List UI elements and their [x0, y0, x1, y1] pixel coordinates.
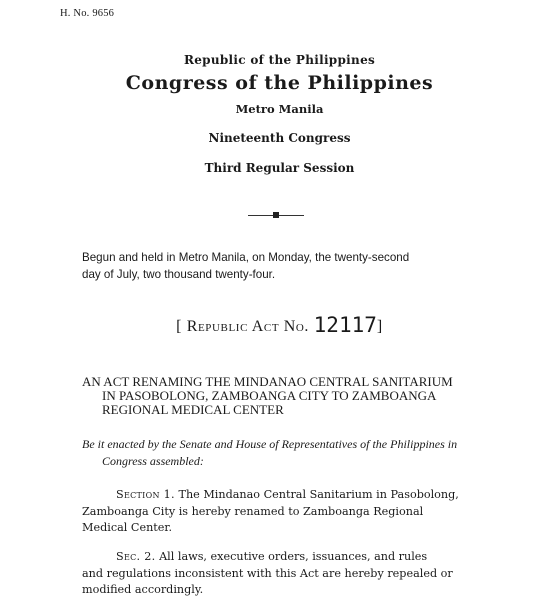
session-heading: Third Regular Session	[204, 161, 355, 175]
ra-suffix: ]	[376, 318, 383, 335]
section-1-line-2: Zamboanga City is hereby renamed to Zamboanga Regional	[82, 504, 424, 518]
section-1-line-1: The Mindanao Central Sanitarium in Pasobolong,	[178, 488, 459, 501]
nineteenth-congress-heading: Nineteenth Congress	[208, 131, 351, 145]
act-title-line-3: REGIONAL MEDICAL CENTER	[102, 402, 284, 417]
republic-heading: Republic of the Philippines	[183, 53, 376, 67]
section-1-row-1	[82, 487, 480, 504]
republic-act-number	[0, 313, 559, 337]
enacting-clause	[82, 436, 482, 470]
divider-square-icon	[273, 212, 279, 218]
ornamental-divider	[248, 212, 304, 218]
section-2-row-1	[82, 549, 480, 566]
section-2-line-1: All laws, executive orders, issuances, and rules	[159, 550, 428, 563]
act-title-line-1: AN ACT RENAMING THE MINDANAO CENTRAL SANITARIUM	[82, 374, 453, 389]
act-title-line-2: IN PASOBOLONG, ZAMBOANGA CITY TO ZAMBOANGA	[102, 388, 437, 403]
metro-heading: Metro Manila	[235, 102, 324, 116]
section-1-lead: Section 1.	[116, 488, 175, 501]
section-2-line-2: and regulations inconsistent with this Act are hereby repealed or	[82, 566, 453, 580]
begun-line-1: Begun and held in Metro Manila, on Monday, the twenty-second	[82, 251, 410, 264]
begun-line-2: day of July, two thousand twenty-four.	[82, 268, 276, 281]
congress-heading: Congress of the Philippines	[125, 72, 434, 94]
ra-number: 12117	[313, 313, 377, 337]
ra-prefix: [ Republic Act No.	[176, 318, 310, 335]
act-title	[82, 375, 482, 417]
section-1	[82, 487, 480, 537]
house-number: H. No. 9656	[60, 8, 115, 19]
section-2	[82, 549, 480, 599]
enacting-clause-line-1: Be it enacted by the Senate and House of Representatives of the Philippines in	[82, 437, 458, 451]
section-2-line-3: modified accordingly.	[82, 583, 204, 596]
enacting-clause-line-2: Congress assembled:	[102, 454, 204, 468]
section-1-line-3: Medical Center.	[82, 521, 173, 534]
section-2-lead: Sec. 2.	[116, 550, 156, 563]
begun-paragraph	[82, 249, 474, 283]
